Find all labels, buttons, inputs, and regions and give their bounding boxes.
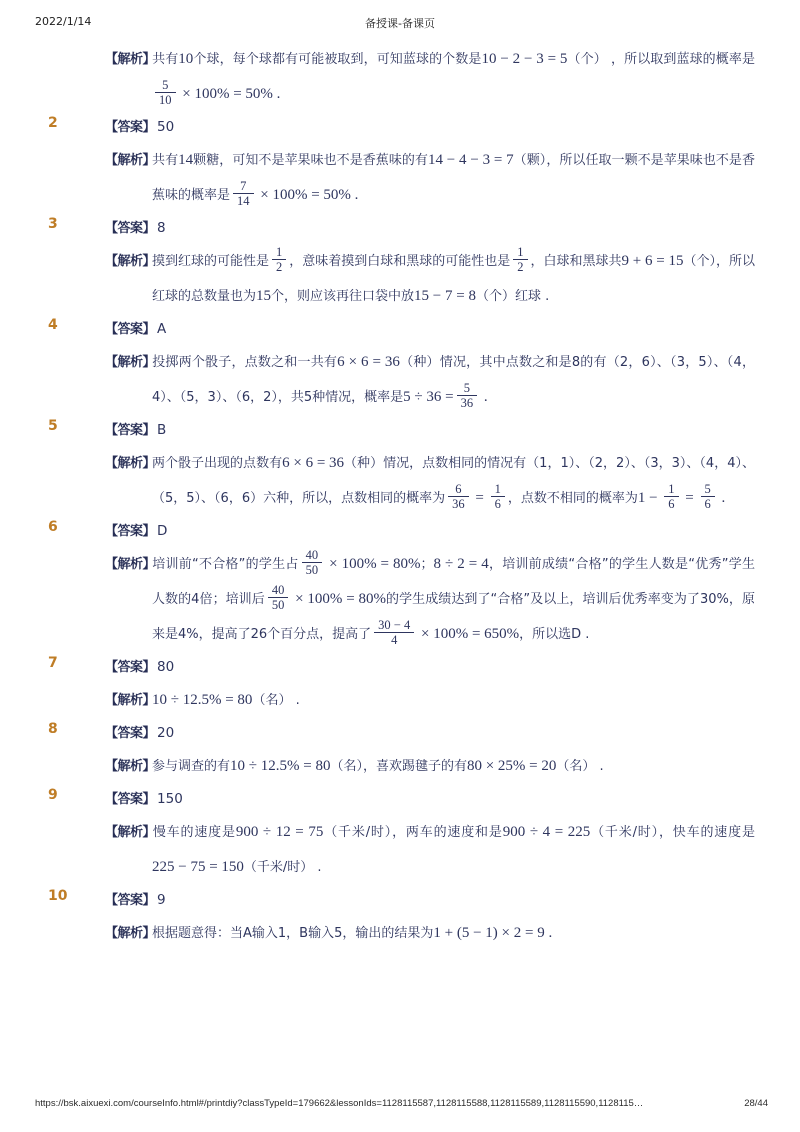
answer-value: 20 [157, 725, 175, 741]
answer-item [48, 784, 758, 885]
fraction [513, 245, 527, 274]
text-run: 根据题意得：当A输入1，B输入5，输出的结果为 [152, 926, 434, 941]
math-run: 900 ÷ 4 = 225 [502, 824, 591, 840]
item-number: 5 [48, 418, 58, 434]
fraction [268, 583, 289, 612]
math-run: 6 × 6 = 36 [337, 354, 400, 370]
page-footer [35, 1098, 768, 1109]
analysis-paragraph [105, 683, 755, 718]
math-run: 10 − 2 − 3 = 5 [481, 51, 568, 67]
text-run: （个），所以红球的总数量也为 [152, 254, 755, 304]
fraction-denominator: 50 [268, 597, 289, 612]
answer-label: 【答案】 [105, 423, 156, 438]
text-run: （个）红球 . [475, 289, 550, 304]
math-run: × 100% = 50% . [256, 187, 359, 203]
math-run: 14 [178, 152, 194, 168]
item-content [105, 516, 755, 652]
fraction [374, 618, 414, 647]
analysis-label: 【解析】 [105, 153, 156, 168]
analysis-paragraph [105, 916, 755, 951]
text-run: 个球，每个球都有可能被取到，可知蓝球的个数是 [193, 52, 482, 67]
item-content [105, 213, 755, 314]
math-run: 9 + 6 = 15 [621, 253, 684, 269]
text-run: 摸到红球的可能性是 [152, 254, 270, 269]
fraction-denominator: 2 [513, 259, 527, 274]
answer-value: B [157, 422, 167, 438]
item-number: 3 [48, 216, 58, 232]
analysis-paragraph [105, 244, 755, 314]
text-run: ，所以选D . [519, 627, 590, 642]
fraction-numerator: 30 − 4 [378, 618, 411, 632]
analysis-label: 【解析】 [105, 759, 156, 774]
fraction [491, 482, 505, 511]
fraction-numerator: 5 [162, 78, 169, 92]
fraction [155, 78, 176, 107]
item-content [105, 652, 755, 718]
answer-line [105, 516, 755, 547]
text-run: 的学生成绩达到了“合格”及以上，培训后优秀率变为了30%，原来是4%，提高了26个百分点，提高了 [152, 592, 755, 642]
math-run: × 100% = 80% [325, 556, 421, 572]
answer-line [105, 652, 755, 683]
text-run: ，白球和黑球共 [530, 254, 622, 269]
text-run: （名） . [556, 759, 604, 774]
analysis-label: 【解析】 [105, 52, 156, 67]
analysis-label: 【解析】 [105, 926, 156, 941]
answer-item [48, 516, 758, 652]
fraction-numerator: 1 [494, 482, 501, 496]
math-run: 900 ÷ 12 = 75 [235, 824, 324, 840]
answer-label: 【答案】 [105, 660, 156, 675]
answer-item [48, 42, 758, 112]
fraction [302, 548, 323, 577]
text-run: （种）情况，其中点数之和是8的有（2，6）、（3，5）、（4，4）、（5，3）、（6，2），共5种情况，概率是 [152, 355, 755, 405]
answer-value: 150 [157, 791, 183, 807]
item-content [105, 42, 755, 112]
text-run: ，点数不相同的概率为 [507, 491, 638, 506]
text-run: （个） ，所以取到蓝球的概率是 [567, 52, 755, 67]
item-number: 10 [48, 888, 68, 904]
analysis-label: 【解析】 [105, 693, 156, 708]
header-date: 2022/1/14 [35, 15, 92, 28]
text-run: 共有 [152, 52, 179, 67]
text-run: （名），喜欢踢毽子的有 [330, 759, 467, 774]
math-run: 15 [256, 288, 272, 304]
fraction-denominator: 36 [448, 496, 469, 511]
answer-value: 8 [157, 220, 166, 236]
fraction-numerator: 40 [305, 548, 319, 562]
answer-item [48, 718, 758, 784]
math-run: 15 − 7 = 8 [414, 288, 476, 304]
answer-label: 【答案】 [105, 524, 156, 539]
fraction-numerator: 1 [517, 245, 524, 259]
analysis-paragraph [105, 749, 755, 784]
text-run: 投掷两个骰子，点数之和一共有 [152, 355, 338, 370]
answer-line [105, 885, 755, 916]
math-run: . [480, 389, 488, 405]
math-run: 1 − [637, 490, 662, 506]
item-number: 7 [48, 655, 58, 671]
answer-line [105, 784, 755, 815]
analysis-label: 【解析】 [105, 355, 156, 370]
answer-label: 【答案】 [105, 322, 156, 337]
text-run: （千米/时），快车的速度是 [590, 825, 755, 840]
item-content [105, 784, 755, 885]
text-run: ，培训前成绩“合格”的学生人数是“优秀”学生人数的4倍；培训后 [152, 557, 755, 607]
math-run: × 100% = 650% [417, 626, 520, 642]
item-number: 4 [48, 317, 58, 333]
math-run: = [681, 490, 698, 506]
footer-url: https://bsk.aixuexi.com/courseInfo.html#/printdiy?classTypeId=179662&lessonIds=1128115587,1128115588,1128115589,1128115590,1128115… [35, 1098, 644, 1109]
answer-item [48, 112, 758, 213]
text-run: 个，则应该再往口袋中放 [271, 289, 415, 304]
text-run: 共有 [152, 153, 179, 168]
answer-item [48, 652, 758, 718]
answer-value: 9 [157, 892, 166, 908]
answer-line [105, 415, 755, 446]
answer-line [105, 213, 755, 244]
fraction-denominator: 14 [233, 193, 254, 208]
fraction-denominator: 2 [272, 259, 286, 274]
fraction-numerator: 1 [276, 245, 283, 259]
answer-item [48, 213, 758, 314]
fraction [272, 245, 286, 274]
analysis-label: 【解析】 [105, 254, 156, 269]
item-number: 6 [48, 519, 58, 535]
fraction-numerator: 40 [271, 583, 285, 597]
text-run: 慢车的速度是 [152, 825, 236, 840]
fraction-denominator: 50 [302, 562, 323, 577]
fraction-denominator: 10 [155, 92, 176, 107]
fraction-numerator: 6 [455, 482, 462, 496]
answer-value: D [157, 523, 168, 539]
analysis-label: 【解析】 [105, 456, 156, 471]
fraction [233, 179, 254, 208]
math-run: 10 ÷ 12.5% = 80 [152, 692, 253, 708]
answer-line [105, 314, 755, 345]
math-run: 10 ÷ 12.5% = 80 [230, 758, 331, 774]
math-run: 5 ÷ 36 = [403, 389, 454, 405]
item-content [105, 112, 755, 213]
answer-label: 【答案】 [105, 221, 156, 236]
text-run: 两个骰子出现的点数有 [152, 456, 283, 471]
math-run: = [471, 490, 488, 506]
answer-label: 【答案】 [105, 893, 156, 908]
item-number: 8 [48, 721, 58, 737]
math-run: . [717, 490, 726, 506]
item-content [105, 885, 755, 951]
analysis-label: 【解析】 [105, 825, 156, 840]
answer-analysis-list [48, 42, 758, 951]
text-run: ，意味着摸到白球和黑球的可能性也是 [289, 254, 511, 269]
analysis-paragraph [105, 446, 755, 516]
item-content [105, 718, 755, 784]
fraction-denominator: 4 [374, 632, 414, 647]
answer-item [48, 314, 758, 415]
answer-item [48, 885, 758, 951]
fraction [448, 482, 469, 511]
item-content [105, 314, 755, 415]
text-run: （颗），所以任取一颗不是苹果味也不是香蕉味的概率是 [152, 153, 755, 203]
math-run: 14 − 4 − 3 = 7 [427, 152, 514, 168]
answer-value: A [157, 321, 167, 337]
item-number: 9 [48, 787, 58, 803]
answer-line [105, 718, 755, 749]
math-run: 225 − 75 = 150 [152, 859, 244, 875]
math-run: 1 + (5 − 1) × 2 = 9 . [433, 925, 553, 941]
page-number: 28/44 [744, 1098, 768, 1109]
answer-label: 【答案】 [105, 792, 156, 807]
answer-label: 【答案】 [105, 726, 156, 741]
math-run: × 100% = 80% [291, 591, 386, 607]
analysis-paragraph [105, 547, 755, 652]
text-run: ； [420, 557, 434, 572]
math-run: 8 ÷ 2 = 4 [433, 556, 489, 572]
fraction-denominator: 6 [664, 496, 678, 511]
analysis-paragraph [105, 345, 755, 415]
fraction-numerator: 5 [704, 482, 711, 496]
math-run: 6 × 6 = 36 [282, 455, 345, 471]
text-run: （千米/时），两车的速度和是 [323, 825, 503, 840]
text-run: （种）情况，点数相同的情况有（1，1）、（2，2）、（3，3）、（4，4）、（5，5）、（6，6）六种，所以，点数相同的概率为 [152, 456, 755, 506]
answer-item [48, 415, 758, 516]
text-run: 参与调查的有 [152, 759, 231, 774]
item-number: 2 [48, 115, 58, 131]
item-content [105, 415, 755, 516]
analysis-paragraph [105, 143, 755, 213]
fraction-numerator: 5 [463, 381, 470, 395]
text-run: 颗糖，可知不是苹果味也不是香蕉味的有 [193, 153, 428, 168]
fraction-denominator: 6 [491, 496, 505, 511]
answer-line [105, 112, 755, 143]
fraction-numerator: 1 [668, 482, 675, 496]
text-run: （名） . [252, 693, 300, 708]
fraction-denominator: 36 [457, 395, 478, 410]
text-run: （千米/时） . [243, 860, 322, 875]
answer-value: 80 [157, 659, 175, 675]
header-title: 备授课-备课页 [365, 17, 435, 30]
text-run: 培训前“不合格”的学生占 [152, 557, 299, 572]
math-run: × 100% = 50% . [178, 86, 281, 102]
answer-value: 50 [157, 119, 175, 135]
analysis-label: 【解析】 [105, 557, 156, 572]
analysis-paragraph [105, 815, 755, 885]
math-run: 80 × 25% = 20 [466, 758, 557, 774]
fraction [664, 482, 678, 511]
analysis-paragraph [105, 42, 755, 112]
fraction [701, 482, 715, 511]
fraction-numerator: 7 [240, 179, 247, 193]
answer-label: 【答案】 [105, 120, 156, 135]
math-run: 10 [178, 51, 194, 67]
fraction [457, 381, 478, 410]
fraction-denominator: 6 [701, 496, 715, 511]
